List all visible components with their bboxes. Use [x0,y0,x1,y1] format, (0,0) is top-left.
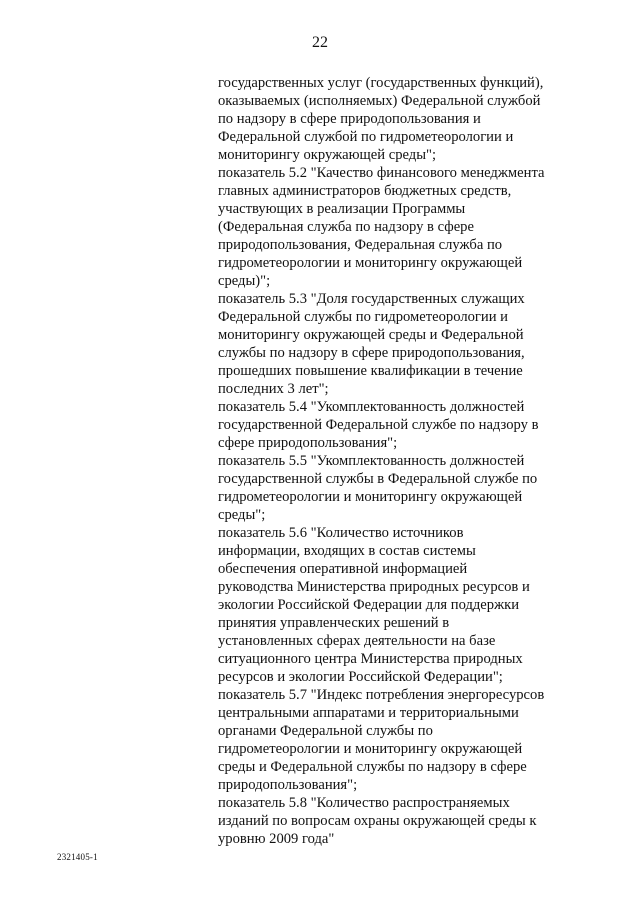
text-line: показатель 5.3 "Доля государственных служащих [218,291,525,307]
text-line: мониторингу окружающей среды"; [218,147,437,163]
text-line: (Федеральная служба по надзору в сфере [218,219,474,235]
text-line: установленных сферах деятельности на базе [218,633,496,649]
text-line: гидрометеорологии и мониторингу окружающей [218,741,523,757]
text-line: службы по надзору в сфере природопользования, [218,345,525,361]
text-line: участвующих в реализации Программы [218,201,466,217]
text-line: главных администраторов бюджетных средств, [218,183,512,199]
text-line: государственной службы в Федеральной службе по [218,471,538,487]
text-line: природопользования, Федеральная служба по [218,237,503,253]
text-line: показатель 5.4 "Укомплектованность должностей [218,399,525,415]
text-line: информации, входящих в состав системы [218,543,476,559]
text-line: уровню 2009 года" [218,831,335,847]
text-line: Федеральной службы по гидрометеорологии и [218,309,508,325]
text-line: принятия управленческих решений в [218,615,450,631]
text-line: показатель 5.2 "Качество финансового менеджмента [218,165,545,181]
text-line: изданий по вопросам охраны окружающей среды к [218,813,537,829]
text-line: среды"; [218,507,266,523]
text-line: по надзору в сфере природопользования и [218,111,481,127]
text-line: показатель 5.8 "Количество распространяемых [218,795,510,811]
text-line: государственной Федеральной службе по надзору в [218,417,539,433]
text-line: прошедших повышение квалификации в течение [218,363,523,379]
page-number: 22 [312,34,328,51]
text-line: гидрометеорологии и мониторингу окружающей [218,255,523,271]
text-line: показатель 5.7 "Индекс потребления энергоресурсов [218,687,545,703]
text-line: центральными аппаратами и территориальными [218,705,519,721]
text-line: ресурсов и экологии Российской Федерации"; [218,669,503,685]
text-line: государственных услуг (государственных функций), [218,75,544,91]
text-line: показатель 5.5 "Укомплектованность должностей [218,453,525,469]
text-line: сфере природопользования"; [218,435,398,451]
text-line: оказываемых (исполняемых) Федеральной службой [218,93,541,109]
text-line: мониторингу окружающей среды и Федеральной [218,327,524,343]
document-body [218,74,638,848]
text-line: среды и Федеральной службы по надзору в сфере [218,759,527,775]
text-line: среды)"; [218,273,271,289]
text-line: руководства Министерства природных ресурсов и [218,579,530,595]
text-line: Федеральной службой по гидрометеорологии и [218,129,514,145]
document-code: 2321405-1 [57,852,98,862]
text-line: последних 3 лет"; [218,381,329,397]
text-line: обеспечения оперативной информацией [218,561,468,577]
text-line: показатель 5.6 "Количество источников [218,525,464,541]
text-line: гидрометеорологии и мониторингу окружающей [218,489,523,505]
text-line: ситуационного центра Министерства природных [218,651,523,667]
text-line: экологии Российской Федерации для поддержки [218,597,520,613]
text-line: природопользования"; [218,777,358,793]
text-line: органами Федеральной службы по [218,723,433,739]
